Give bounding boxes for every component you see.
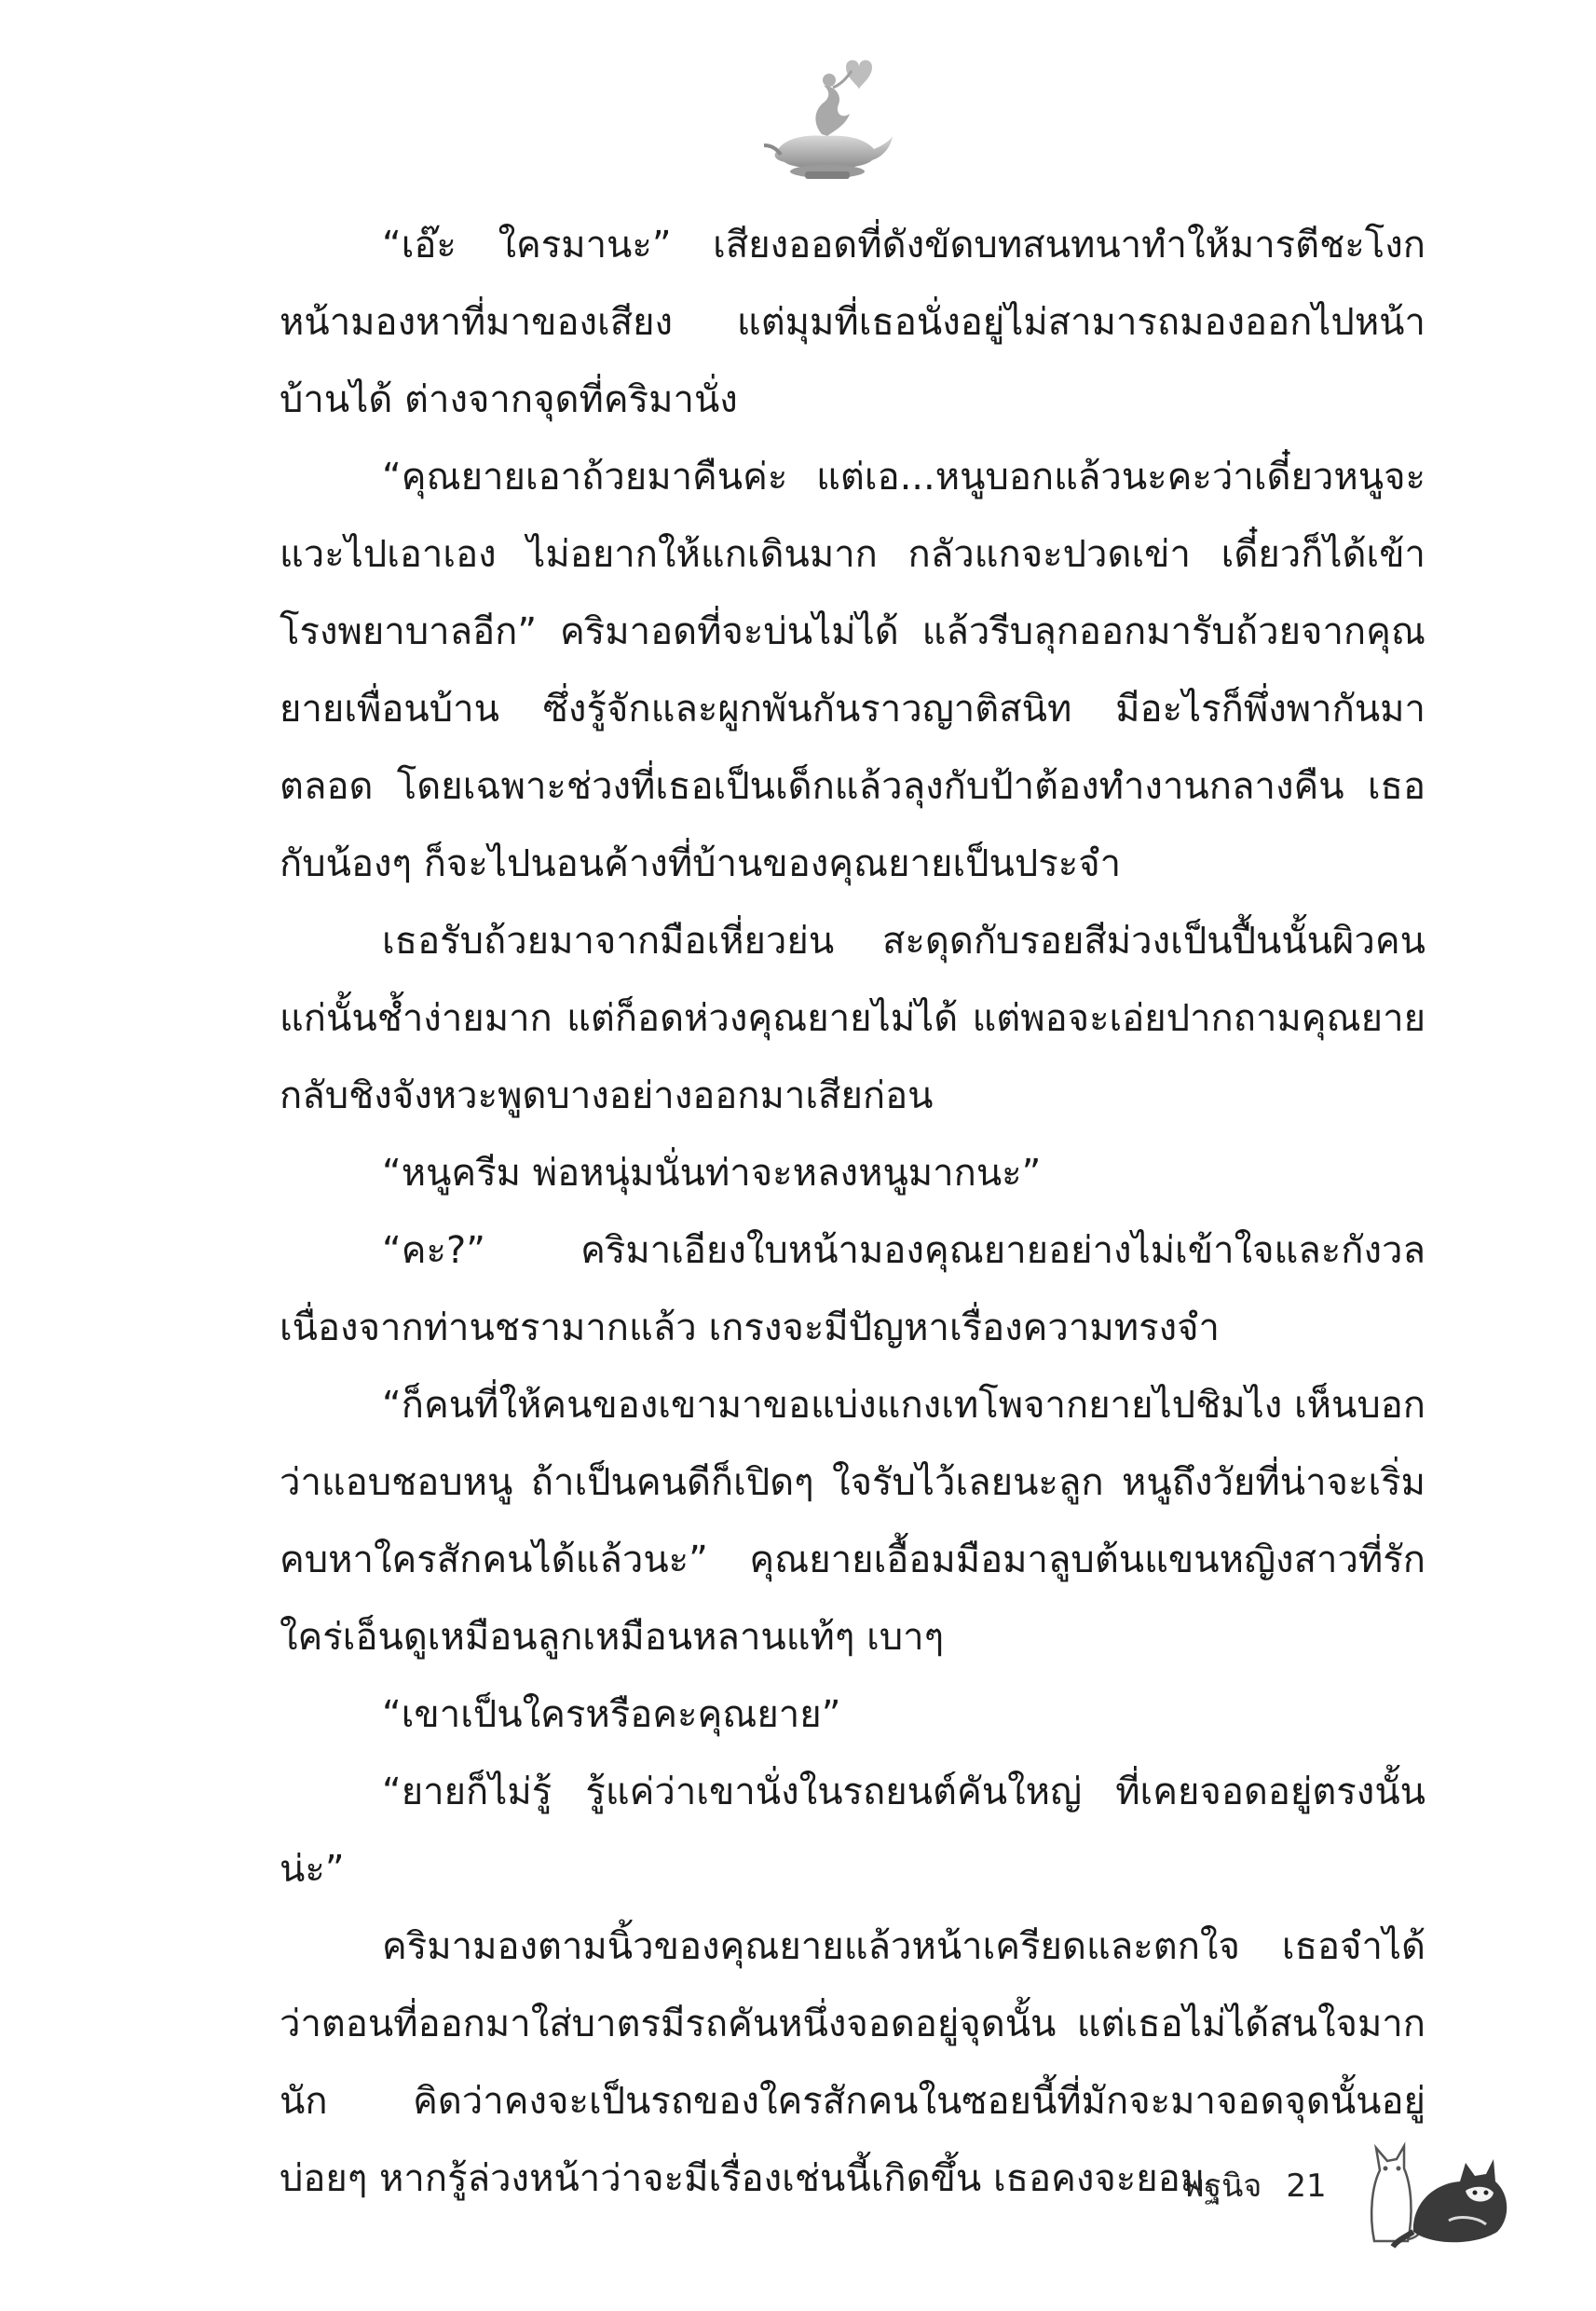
- page-footer: [1183, 2160, 1327, 2210]
- paragraph: คริมามองตามนิ้วของคุณยายแล้วหน้าเครียดและตกใจ เธอจำได้ว่าตอนที่ออกมาใส่บาตรมีรถคันหนึ่งจอดอยู่จุดนั้น แต่เธอไม่ได้สนใจมากนัก คิดว่าคงจะเป็นรถของใครสักคนในซอยนี้ที่มักจะมาจอดจุดนั้นอยู่บ่อยๆ หากรู้ล่วงหน้าว่าจะมีเรื่องเช่นนี้เกิดขึ้น เธอคงจะยอม: [280, 1925, 1425, 2200]
- paragraph: “เอ๊ะ ใครมานะ” เสียงออดที่ดังขัดบทสนทนาทำให้มารตีชะโงกหน้ามองหาที่มาของเสียง แต่มุมที่เธอนั่งอยู่ไม่สามารถมองออกไปหน้าบ้านได้ ต่างจากจุดที่คริมานั่ง: [280, 224, 1425, 421]
- paragraph: เธอรับถ้วยมาจากมือเหี่ยวย่น สะดุดกับรอยสีม่วงเป็นปื้นนั้นผิวคนแก่นั้นช้ำง่ายมาก แต่ก็อดห่วงคุณยายไม่ได้ แต่พอจะเอ่ยปากถามคุณยายกลับชิงจังหวะพูดบางอย่างออกมาเสียก่อน: [280, 920, 1425, 1117]
- paragraph: “หนูครีม พ่อหนุ่มนั่นท่าจะหลงหนูมากนะ”: [382, 1152, 1042, 1195]
- page-number: 21: [1286, 2167, 1327, 2205]
- genie-lamp-icon: [757, 48, 896, 188]
- paragraph: “ก็คนที่ให้คนของเขามาขอแบ่งแกงเทโพจากยายไปชิมไง เห็นบอกว่าแอบชอบหนู ถ้าเป็นคนดีก็เปิดๆ ใจรับไว้เลยนะลูก หนูถึงวัยที่น่าจะเริ่มคบหาใครสักคนได้แล้วนะ” คุณยายเอื้อมมือมาลูบต้นแขนหญิงสาวที่รักใคร่เอ็นดูเหมือนลูกเหมือนหลานแท้ๆ เบาๆ: [280, 1384, 1425, 1659]
- author-name: พฐนิจ: [1183, 2167, 1262, 2205]
- paragraph: “ยายก็ไม่รู้ รู้แค่ว่าเขานั่งในรถยนต์คันใหญ่ ที่เคยจอดอยู่ตรงนั้นน่ะ”: [280, 1771, 1425, 1891]
- cats-icon: [1356, 2111, 1514, 2250]
- paragraph: “คุณยายเอาถ้วยมาคืนค่ะ แต่เอ...หนูบอกแล้วนะคะว่าเดี๋ยวหนูจะแวะไปเอาเอง ไม่อยากให้แกเดินมาก กลัวแกจะปวดเข่า เดี๋ยวก็ได้เข้าโรงพยาบาลอีก” คริมาอดที่จะบ่นไม่ได้ แล้วรีบลุกออกมารับถ้วยจากคุณยายเพื่อนบ้าน ซึ่งรู้จักและผูกพันกันราวญาติสนิท มีอะไรก็พึ่งพากันมาตลอด โดยเฉพาะช่วงที่เธอเป็นเด็กแล้วลุงกับป้าต้องทำงานกลางคืน เธอกับน้องๆ ก็จะไปนอนค้างที่บ้านของคุณยายเป็นประจำ: [280, 456, 1425, 885]
- paragraph: “คะ?” คริมาเอียงใบหน้ามองคุณยายอย่างไม่เข้าใจและกังวลเนื่องจากท่านชรามากแล้ว เกรงจะมีปัญหาเรื่องความทรงจำ: [280, 1229, 1425, 1349]
- paragraph: “เขาเป็นใครหรือคะคุณยาย”: [382, 1693, 841, 1736]
- body-text: [280, 207, 1425, 2218]
